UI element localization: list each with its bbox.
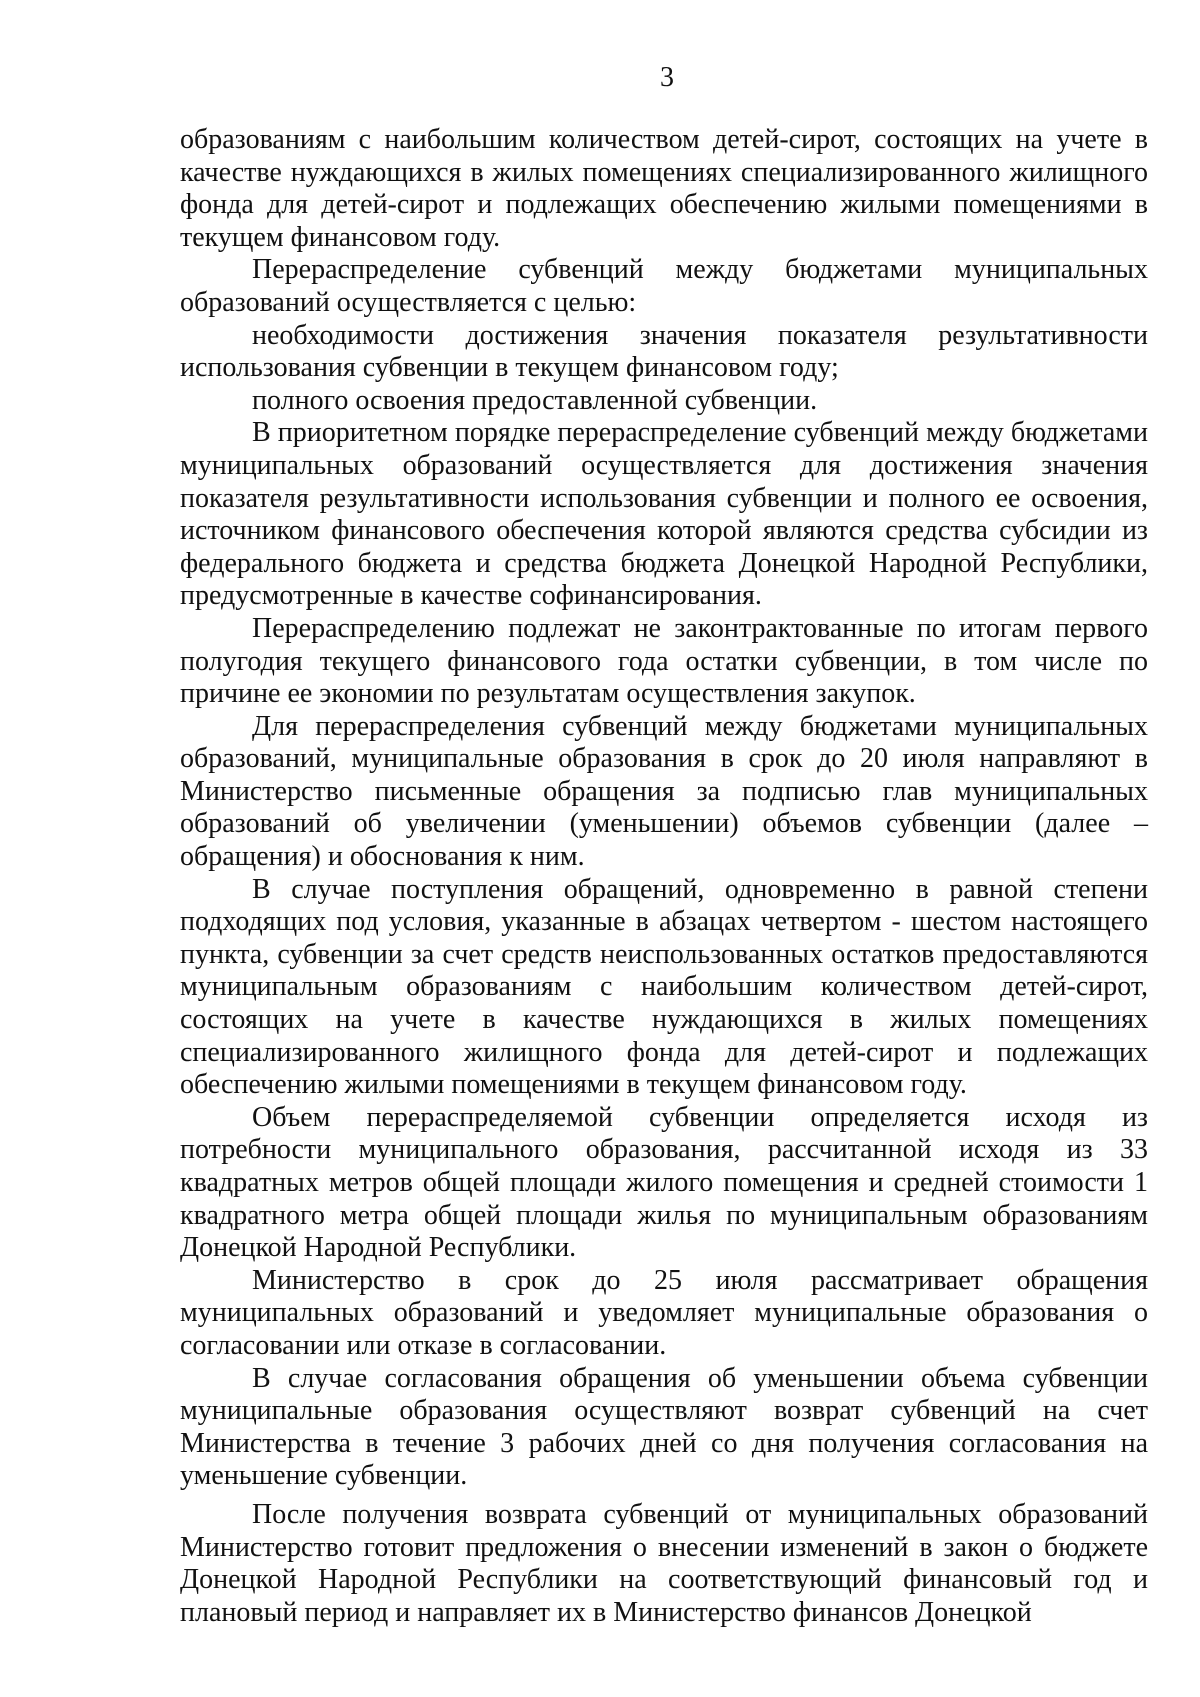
paragraph: Объем перераспределяемой субвенции определяется исходя из потребности муниципального образования, рассчитанной исходя из 33 квадратных метров общей площади жилого помещения и средней стоимости 1 квадратного метра общей площади жилья по муниципальным образованиям Донецкой Народной Республики. bbox=[180, 1101, 1148, 1264]
paragraph: В случае поступления обращений, одновременно в равной степени подходящих под условия, указанные в абзацах четвертом - шестом настоящего пункта, субвенции за счет средств неиспользованных остатков предоставляются муниципальным образованиям с наибольшим количеством детей-сирот, состоящих на учете в качестве нуждающихся в жилых помещениях специализированного жилищного фонда для детей-сирот и подлежащих обеспечению жилыми помещениями в текущем финансовом году. bbox=[180, 873, 1148, 1101]
paragraph: В приоритетном порядке перераспределение субвенций между бюджетами муниципальных образований осуществляется для достижения значения показателя результативности использования субвенции и полного ее освоения, источником финансового обеспечения которой являются средства субсидии из федерального бюджета и средства бюджета Донецкой Народной Республики, предусмотренные в качестве софинансирования. bbox=[180, 417, 1148, 612]
paragraph: необходимости достижения значения показателя результативности использования субвенции в текущем финансовом году; bbox=[180, 319, 1148, 384]
paragraph: В случае согласования обращения об уменьшении объема субвенции муниципальные образования осуществляют возврат субвенций на счет Министерства в течение 3 рабочих дней со дня получения согласования на уменьшение субвенции. bbox=[180, 1362, 1148, 1492]
paragraph: После получения возврата субвенций от муниципальных образований Министерство готовит предложения о внесении изменений в закон о бюджете Донецкой Народной Республики на соответствующий финансовый год и плановый период и направляет их в Министерство финансов Донецкой bbox=[180, 1498, 1148, 1628]
paragraph: Перераспределение субвенций между бюджетами муниципальных образований осуществляется с целью: bbox=[180, 254, 1148, 318]
paragraph: Перераспределению подлежат не законтрактованные по итогам первого полугодия текущего финансового года остатки субвенции, в том числе по причине ее экономии по результатам осуществления закупок. bbox=[180, 612, 1148, 710]
paragraph: полного освоения предоставленной субвенции. bbox=[252, 384, 818, 416]
paragraph: Министерство в срок до 25 июля рассматривает обращения муниципальных образований и уведомляет муниципальные образования о согласовании или отказе в согласовании. bbox=[180, 1264, 1148, 1361]
paragraph: Для перераспределения субвенций между бюджетами муниципальных образований, муниципальные образования в срок до 20 июля направляют в Министерство письменные обращения за подписью глав муниципальных образований об увеличении (уменьшении) объемов субвенции (далее – обращения) и обоснования к ним. bbox=[180, 710, 1148, 873]
page-number: 3 bbox=[660, 62, 674, 93]
paragraph: образованиям с наибольшим количеством детей-сирот, состоящих на учете в качестве нуждающихся в жилых помещениях специализированного жилищного фонда для детей-сирот и подлежащих обеспечению жилыми помещениями в текущем финансовом году. bbox=[180, 124, 1148, 253]
document-body bbox=[180, 124, 1148, 1629]
